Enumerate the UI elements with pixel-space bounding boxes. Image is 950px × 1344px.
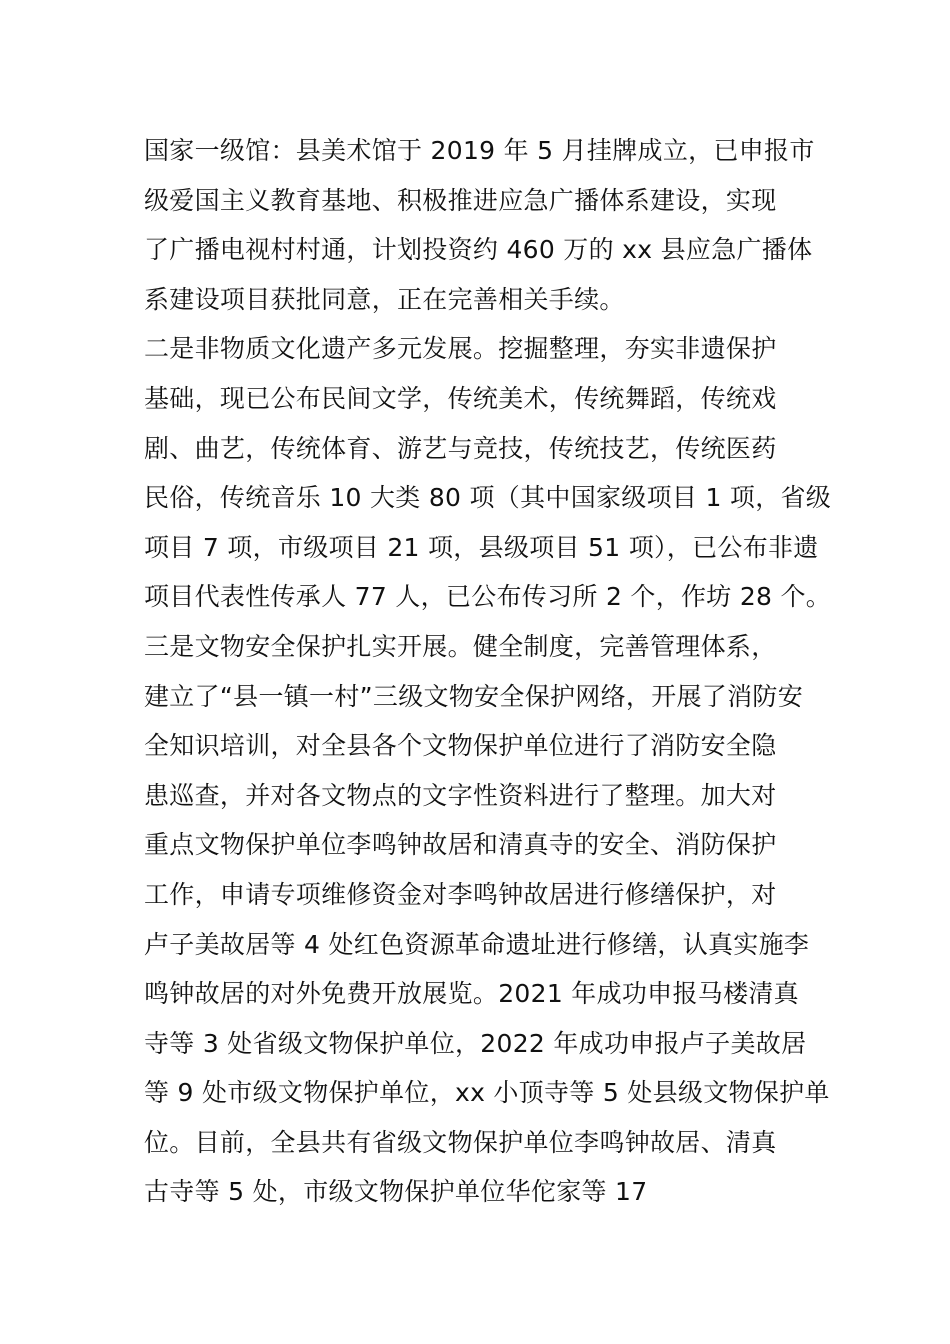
text-line: 级爱国主义教育基地、积极推进应急广播体系建设，实现	[144, 185, 777, 215]
text-line: 剧、曲艺，传统体育、游艺与竞技，传统技艺，传统医药	[144, 433, 777, 463]
text-line: 二是非物质文化遗产多元发展。挖掘整理，夯实非遗保护	[144, 334, 777, 364]
text-line: 寺等 3 处省级文物保护单位，2022 年成功申报卢子美故居	[144, 1028, 807, 1058]
text-line: 等 9 处市级文物保护单位，xx 小顶寺等 5 处县级文物保护单	[144, 1078, 830, 1108]
text-line: 卢子美故居等 4 处红色资源革命遗址进行修缮，认真实施李	[144, 929, 810, 959]
text-line: 患巡查，并对各文物点的文字性资料进行了整理。加大对	[144, 780, 777, 810]
text-line: 项目 7 项，市级项目 21 项，县级项目 51 项），已公布非遗	[144, 532, 819, 562]
text-line: 工作，申请专项维修资金对李鸣钟故居进行修缮保护，对	[144, 879, 777, 909]
text-line: 了广播电视村村通，计划投资约 460 万的 xx 县应急广播体	[144, 235, 813, 265]
text-line: 位。目前，全县共有省级文物保护单位李鸣钟故居、清真	[144, 1127, 777, 1157]
text-line: 鸣钟故居的对外免费开放展览。2021 年成功申报马楼清真	[144, 979, 799, 1009]
text-line: 三是文物安全保护扎实开展。健全制度，完善管理体系，	[144, 631, 777, 661]
text-line: 基础，现已公布民间文学，传统美术，传统舞蹈，传统戏	[144, 383, 777, 413]
text-line: 项目代表性传承人 77 人，已公布传习所 2 个，作坊 28 个。	[144, 582, 832, 612]
text-line: 全知识培训，对全县各个文物保护单位进行了消防安全隐	[144, 731, 777, 761]
text-line: 民俗，传统音乐 10 大类 80 项（其中国家级项目 1 项，省级	[144, 483, 832, 513]
text-line: 古寺等 5 处，市级文物保护单位华佗家等 17	[144, 1177, 648, 1207]
body-text	[144, 126, 832, 1217]
text-line: 建立了“县一镇一村”三级文物安全保护网络，开展了消防安	[144, 681, 804, 711]
text-line: 国家一级馆：县美术馆于 2019 年 5 月挂牌成立，已申报市	[144, 136, 815, 165]
text-line: 系建设项目获批同意，正在完善相关手续。	[144, 284, 625, 314]
text-line: 重点文物保护单位李鸣钟故居和清真寺的安全、消防保护	[144, 830, 777, 860]
